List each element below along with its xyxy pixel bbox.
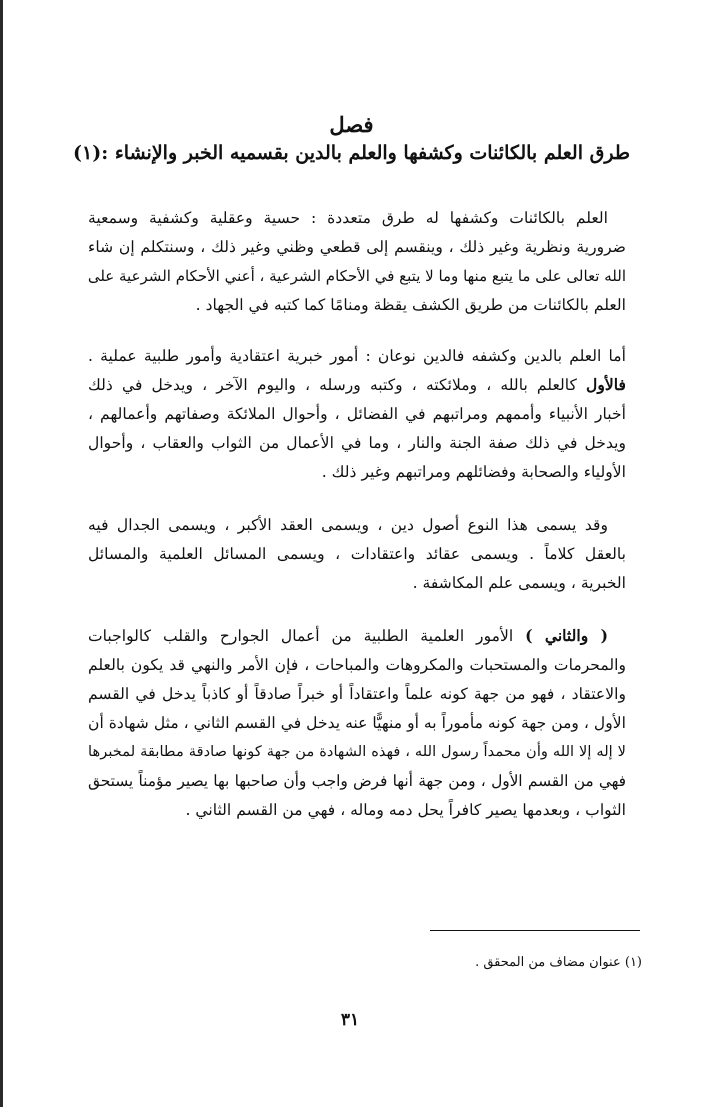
paragraph-2-lead: فالأول [586,375,626,394]
paragraph-4-line-6: فهي من القسم الأول ، ومن جهة أنها فرض واجب وأن صاحبها بها يصير مؤمناً يستحق [88,772,626,790]
paragraph-3-line-2: بالعقل كلاماً . ويسمى عقائد واعتقادات ، ويسمى المسائل العلمية والمسائل [88,545,626,563]
paragraph-1-line-3: الله تعالى على ما يتبع منها وما لا يتبع في الأحكام الشرعية ، أعني الأحكام الشرعية على [88,267,626,285]
section-title: طرق العلم بالكائنات وكشفها والعلم بالدين بقسميه الخبر والإنشاء :(١) [73,142,630,164]
paragraph-1-line-2: ضرورية ونظرية وغير ذلك ، وينقسم إلى قطعي وظني وغير ذلك ، وسنتكلم إن شاء [88,238,626,256]
paragraph-4-line-2: والمحرمات والمستحبات والمكروهات والمباحات ، فإن الأمر والنهي قد يكون بالعلم [88,656,626,674]
paragraph-3-line-3: الخبرية ، ويسمى علم المكاشفة . [412,574,626,592]
paragraph-2-line-1: أما العلم بالدين وكشفه فالدين نوعان : أمور خبرية اعتقادية وأمور طلبية عملية . [88,347,626,365]
scan-edge-shadow [0,0,3,1107]
page-number: ٣١ [340,1010,360,1030]
paragraph-2-line-5: الأولياء والصحابة وفضائلهم ومراتبهم وغير ذلك . [321,463,626,481]
paragraph-1-line-4: العلم بالكائنات من طريق الكشف يقظة ومنامًا كما كتبه في الجهاد . [195,296,626,314]
paragraph-1-line-1: العلم بالكائنات وكشفها له طرق متعددة : حسية وعقلية وكشفية وسمعية [88,209,608,227]
paragraph-4-line-1-text: الأمور العلمية الطلبية من أعمال الجوارح والقلب كالواجبات [88,627,514,645]
paragraph-4-line-7: الثواب ، وبعدمها يصير كافراً يحل دمه وماله ، فهي من القسم الثاني . [185,801,626,819]
paragraph-4-line-3: والاعتقاد ، فهو من جهة كونه علماً واعتقاداً أو خبراً صادقاً أو كاذباً يدخل في القسم [88,685,626,703]
paragraph-2-line-2-text: كالعلم بالله ، وملائكته ، وكتبه ورسله ، واليوم الآخر ، ويدخل في ذلك [88,376,577,394]
paragraph-3-line-1: وقد يسمى هذا النوع أصول دين ، ويسمى العقد الأكبر ، ويسمى الجدال فيه [88,516,608,534]
paragraph-4-line-5: لا إله إلا الله وأن محمداً رسول الله ، فهذه الشهادة من جهة كونها صادقة مطابقة لمخبرها [88,743,626,760]
section-heading: فصل [329,112,374,137]
paragraph-2-line-2 [88,374,626,400]
paragraph-4-line-1 [88,625,608,651]
paragraph-2-line-4: ويدخل في ذلك صفة الجنة والنار ، وما في الأعمال من الثواب والعقاب ، وأحوال [88,434,626,452]
paragraph-2-line-3: أخبار الأنبياء وأممهم ومراتبهم في الفضائل ، وأحوال الملائكة وصفاتهم وأعمالهم ، [88,405,626,423]
paragraph-4-line-4: الأول ، ومن جهة كونه مأموراً به أو منهيًّا عنه يدخل في القسم الثاني ، مثل شهادة أن [88,714,626,732]
paragraph-4-lead: ( والثاني ) [525,626,608,645]
footnote-separator [430,930,640,931]
footnote: (١) عنوان مضاف من المحقق . [475,955,642,970]
